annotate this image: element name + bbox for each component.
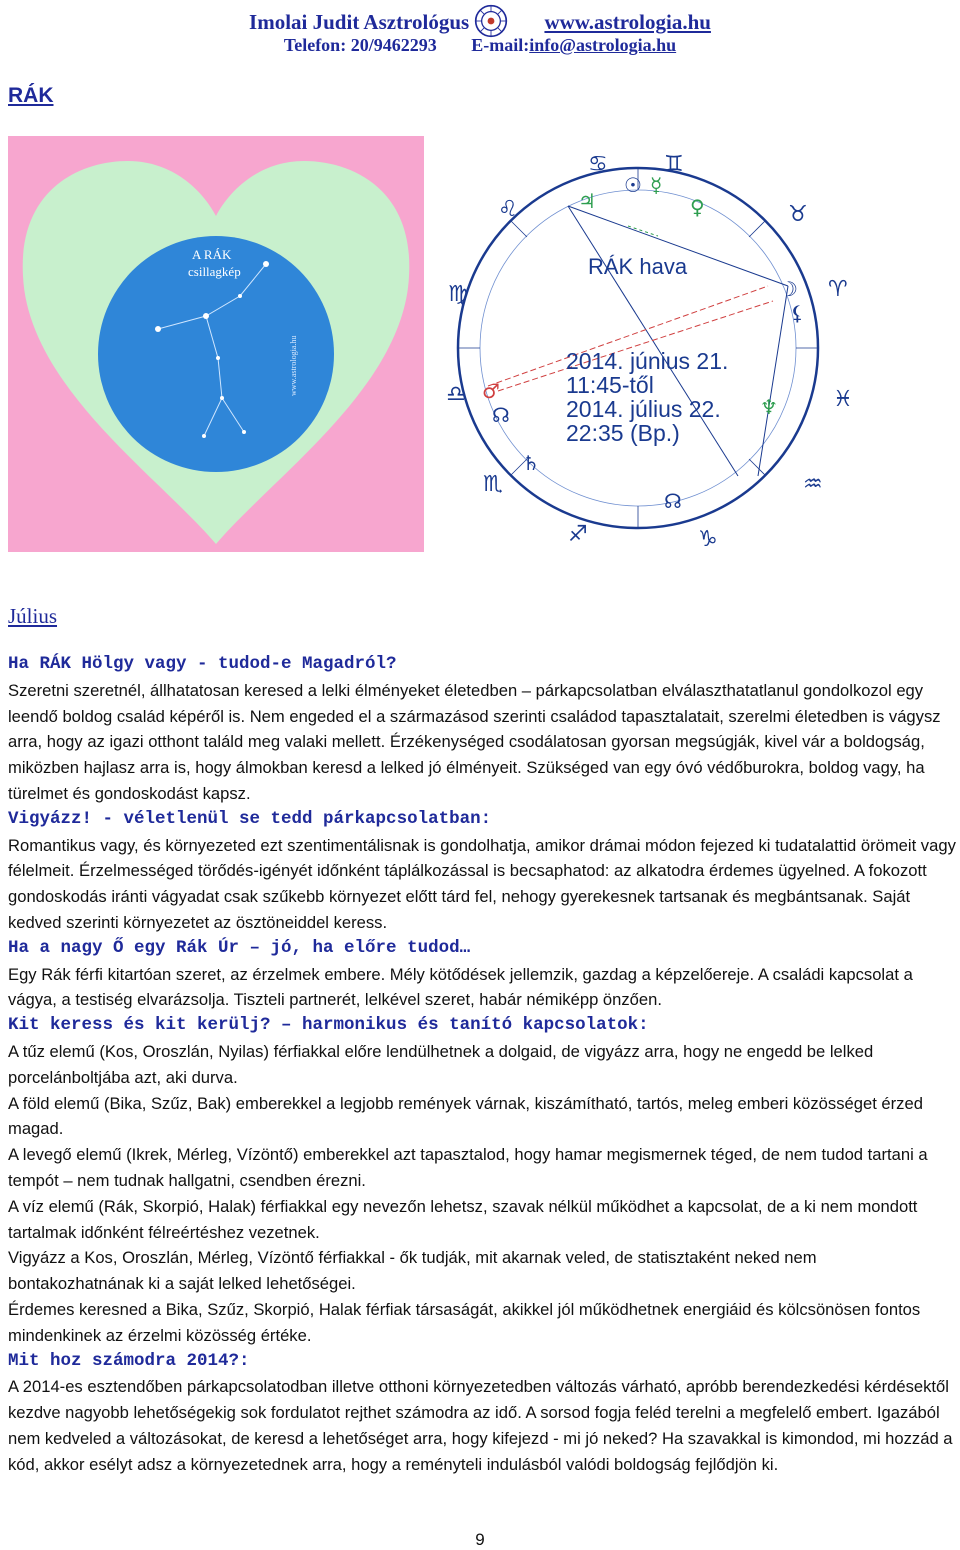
svg-text:♈: ♈ [828, 277, 848, 302]
svg-text:☽: ☽ [780, 277, 798, 301]
paragraph-seek-signs: Érdemes keresned a Bika, Szűz, Skorpió, Halak férfiak társaságát, akikkel jól működhetnek energiáid és kölcsönösen fontos mindenkinek az érzelmi közösség értéke. [8, 1299, 921, 1345]
svg-text:☊: ☊ [664, 489, 682, 513]
svg-text:♍: ♍ [448, 282, 468, 307]
svg-text:♐: ♐ [568, 522, 588, 547]
page-header [0, 10, 960, 56]
paragraph-fire-signs: A tűz elemű (Kos, Oroszlán, Nyilas) férfiakkal előre lendülhetnek a dolgaid, de vigyázz arra, hogy ne engedd be lelked porcelánboltjába azt, aki durva. [8, 1041, 874, 1087]
chart-date-line4: 22:35 (Bp.) [566, 420, 680, 446]
svg-text:♀: ♀ [690, 195, 705, 219]
heading-warning: Vigyázz! - véletlenül se tedd párkapcsolatban: [8, 808, 492, 829]
paragraph-earth-signs: A föld elemű (Bika, Szűz, Bak) emberekkel a legjobb remények várnak, kiszámítható, tartós, meleg emberi közösséget érzed magad. [8, 1093, 923, 1139]
page-title: RÁK [8, 84, 54, 107]
svg-text:☉: ☉ [624, 173, 642, 197]
heading-rak-man: Ha a nagy Ő egy Rák Úr – jó, ha előre tudod… [8, 937, 471, 958]
website-link[interactable]: www.astrologia.hu [544, 10, 711, 34]
svg-text:☊: ☊ [492, 403, 510, 427]
svg-text:⚸: ⚸ [790, 301, 805, 325]
astrologer-name: Imolai Judit Asztrológus [249, 10, 470, 34]
paragraph-warning: Romantikus vagy, és környezeted ezt szentimentálisnak is gondolhatja, amikor drámai módon fejezed ki tudatalattid örömeit vagy félelmeit. Érzelmességed törődés-igényét időnként táplálkozással is becsaphatod: az alkatodra érdemes ügyelned. A fokozott gondoskodás iránti vágyadat csak szűkebb környezet előtt tárd fel, nehogy gyerekesnek tartsanak és megbántsanak. Saját kedved szerinti környezetet az ösztöneiddel keress. [8, 835, 956, 932]
article-body [8, 652, 956, 1478]
svg-text:♏: ♏ [483, 472, 503, 497]
paragraph-avoid-signs: Vigyázz a Kos, Oroszlán, Mérleg, Vízöntő férfiakkal - ők tudják, mit akarnak veled, de statisztaként neked nem bontakozhatnának ki a saját lelked lehetőségei. [8, 1248, 817, 1294]
svg-text:♌: ♌ [498, 197, 518, 222]
heart-label-line1: A RÁK [192, 247, 232, 262]
heading-rak-woman: Ha RÁK Hölgy vagy - tudod-e Magadról? [8, 654, 397, 674]
month-label: Július [8, 604, 58, 628]
svg-text:♃: ♃ [578, 189, 596, 213]
svg-text:♑: ♑ [698, 527, 718, 552]
cancer-month-horoscope-chart-image [428, 136, 868, 556]
page-number: 9 [475, 1530, 485, 1549]
chart-date-line3: 2014. július 22. [566, 396, 721, 422]
svg-text:♊: ♊ [664, 152, 684, 177]
chart-date-line1: 2014. június 21. [566, 348, 729, 374]
cancer-constellation-heart-image [8, 136, 424, 552]
heading-relationships: Kit keress és kit kerülj? – harmonikus és tanító kapcsolatok: [8, 1015, 649, 1036]
svg-text:♒: ♒ [803, 472, 823, 497]
paragraph-water-signs: A víz elemű (Rák, Skorpió, Halak) férfiakkal egy nevezőn lehetsz, szavak nélkül működhet a kapcsolat, de a ki nem mondott tartalmak időnként félreértéshez vezetnek. [8, 1196, 918, 1242]
heart-label-line2: csillagkép [188, 264, 241, 279]
paragraph-air-signs: A levegő elemű (Ikrek, Mérleg, Vízöntő) emberekkel azt tapasztalod, hogy hamar megismernek téged, de nem tudod tartani a tempót – nem tudnak hallgatni, csendben érezni. [8, 1145, 928, 1190]
svg-text:♉: ♉ [788, 202, 808, 227]
email-label: E-mail: [471, 35, 530, 55]
svg-text:♄: ♄ [522, 451, 540, 475]
paragraph-rak-woman: Szeretni szeretnél, állhatatosan keresed a lelki élményeket életedben – párkapcsolatban elválaszthatatlanul gondolkozol egy leendő boldog család képéről is. Nem engeded el a származásod szerinti családod tapasztalatait, szerelmi életedben is vágysz arra, hogy az igazi otthont találd meg valaki mellett. Érzékenységed csodálatosan gyorsan megsúgják, kivel vár a boldogság, miközben hajlasz arra is, hogy álmokban keresd a lelked jó élményeit. Szükséged van egy óvó védőburokra, boldog vagy, ha türelmet és gondoskodást kapsz. [8, 680, 941, 803]
chart-title: RÁK hava [588, 254, 688, 279]
paragraph-2014: A 2014-es esztendőben párkapcsolatodban illetve otthoni környezetedben változás várható, apróbb berendezkedési kérdésektől kezdve nagyobb lehetőségekig sok fordulatot rejthet számodra az idő. A sorsod fogja feléd terelni a megfelelő embert. Igazából nem kedveled a változásokat, de keresd a lehetőséget arra, hogy kifejezd - mi jó neked? Ha szavakkal is kimondod, mi hozzád a kód, akkor esélyt adsz a környezetednek arra, hogy a reményteli indulásból valódi boldogság fejlődjön ki. [8, 1377, 953, 1474]
heart-watermark: www.astrologia.hu [289, 335, 298, 396]
chart-date-line2: 11:45-től [566, 372, 654, 398]
header-row-1 [0, 10, 960, 34]
phone-number: Telefon: 20/9462293 [283, 35, 437, 55]
heading-2014: Mit hoz számodra 2014?: [8, 1350, 250, 1371]
svg-text:♂: ♂ [482, 379, 500, 403]
svg-text:♓: ♓ [833, 387, 853, 412]
svg-text:♆: ♆ [760, 395, 778, 419]
svg-text:☿: ☿ [650, 173, 663, 197]
svg-text:♋: ♋ [588, 152, 608, 177]
email-link[interactable]: info@astrologia.hu [529, 35, 677, 55]
paragraph-rak-man: Egy Rák férfi kitartóan szeret, az érzelmek embere. Mély kötődések jellemzik, gazdag a képzelőereje. A családi kapcsolat a vágya, a testiség elvarázsolja. Tiszteli partnerét, lelkével szeret, habár némiképp önzően. [8, 964, 913, 1010]
zodiac-wheel-logo-icon [474, 4, 508, 38]
svg-text:♎: ♎ [446, 382, 466, 407]
